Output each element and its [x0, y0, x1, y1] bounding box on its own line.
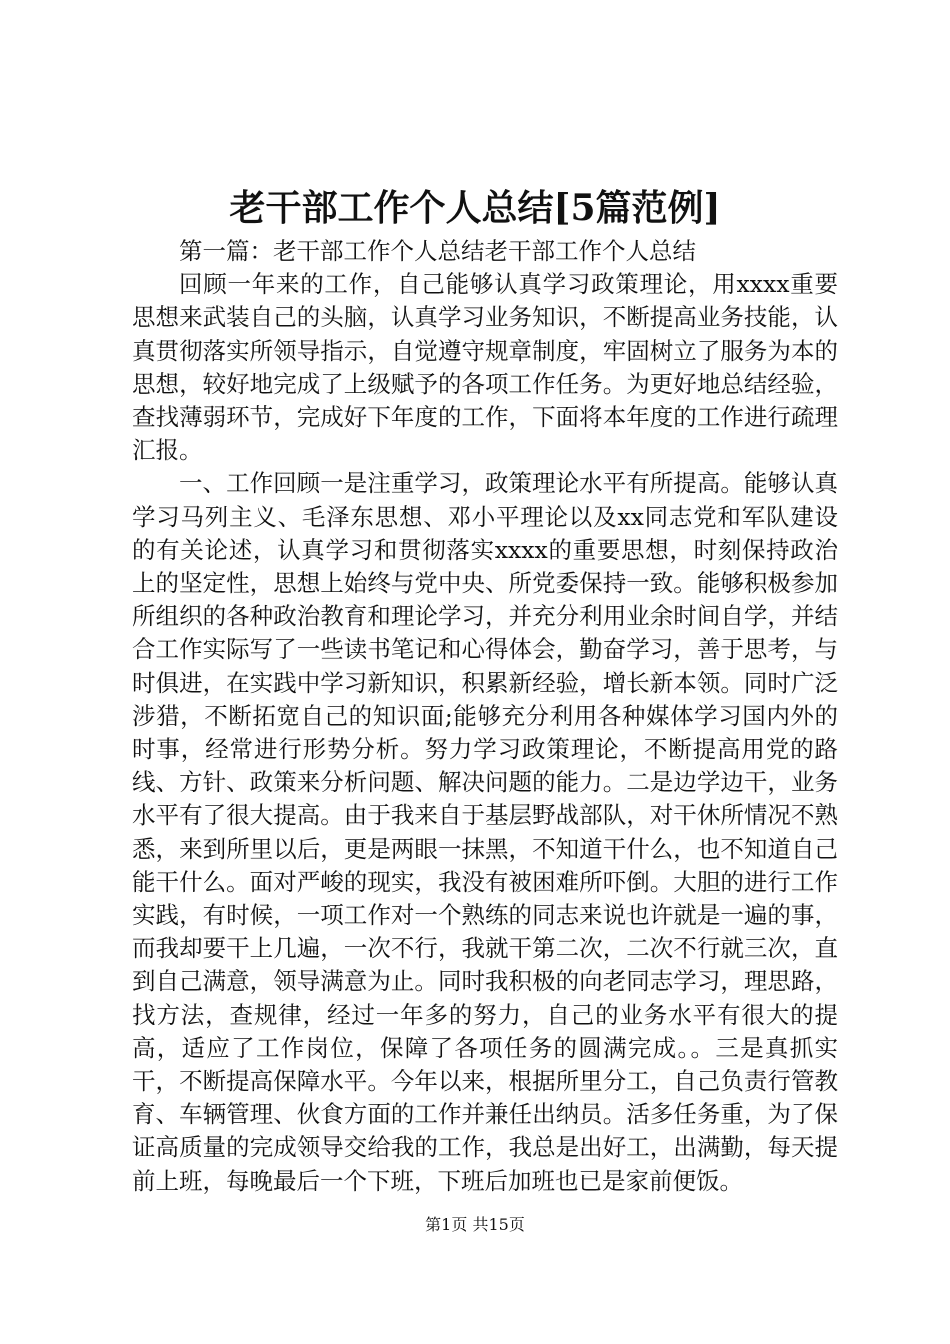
- paragraph-work-review: 一、工作回顾一是注重学习，政策理论水平有所提高。能够认真学习马列主义、毛泽东思想、邓小平理论以及xx同志党和军队建设的有关论述，认真学习和贯彻落实xxxx的重要思想，时刻保持政治上的坚定性，思想上始终与党中央、所党委保持一致。能够积极参加所组织的各种政治教育和理论学习，并充分利用业余时间自学，并结合工作实际写了一些读书笔记和心得体会，勤奋学习，善于思考，与时俱进，在实践中学习新知识，积累新经验，增长新本领。同时广泛涉猎，不断拓宽自己的知识面;能够充分利用各种媒体学习国内外的时事，经常进行形势分析。努力学习政策理论，不断提高用党的路线、方针、政策来分析问题、解决问题的能力。二是边学边干，业务水平有了很大提高。由于我来自于基层野战部队，对干休所情况不熟悉，来到所里以后，更是两眼一抹黑，不知道干什么，也不知道自己能干什么。面对严峻的现实，我没有被困难所吓倒。大胆的进行工作实践，有时候，一项工作对一个熟练的同志来说也许就是一遍的事，而我却要干上几遍，一次不行，我就干第二次，二次不行就三次，直到自己满意，领导满意为止。同时我积极的向老同志学习，理思路，找方法，查规律，经过一年多的努力，自己的业务水平有很大的提高，适应了工作岗位，保障了各项任务的圆满完成。。三是真抓实干，不断提高保障水平。今年以来，根据所里分工，自己负责行管教育、车辆管理、伙食方面的工作并兼任出纳员。活多任务重，为了保证高质量的完成领导交给我的工作，我总是出好工，出满勤，每天提前上班，每晚最后一个下班，下班后加班也已是家前便饭。: [132, 469, 838, 1195]
- page-footer: [0, 1213, 950, 1237]
- document-title: 老干部工作个人总结[5篇范例]: [229, 187, 721, 229]
- page-number: 第1页: [425, 1215, 468, 1234]
- paragraph-intro: 回顾一年来的工作，自己能够认真学习政策理论，用xxxx重要思想来武装自己的头脑，认真学习业务知识，不断提高业务技能，认真贯彻落实所领导指示，自觉遵守规章制度，牢固树立了服务为本的思想，较好地完成了上级赋予的各项工作任务。为更好地总结经验，查找薄弱环节，完成好下年度的工作，下面将本年度的工作进行疏理汇报。: [132, 270, 838, 465]
- page-total: 共15页: [472, 1215, 525, 1234]
- paragraph-heading: 第一篇：老干部工作个人总结老干部工作个人总结: [179, 237, 696, 265]
- document-body: [132, 235, 838, 1198]
